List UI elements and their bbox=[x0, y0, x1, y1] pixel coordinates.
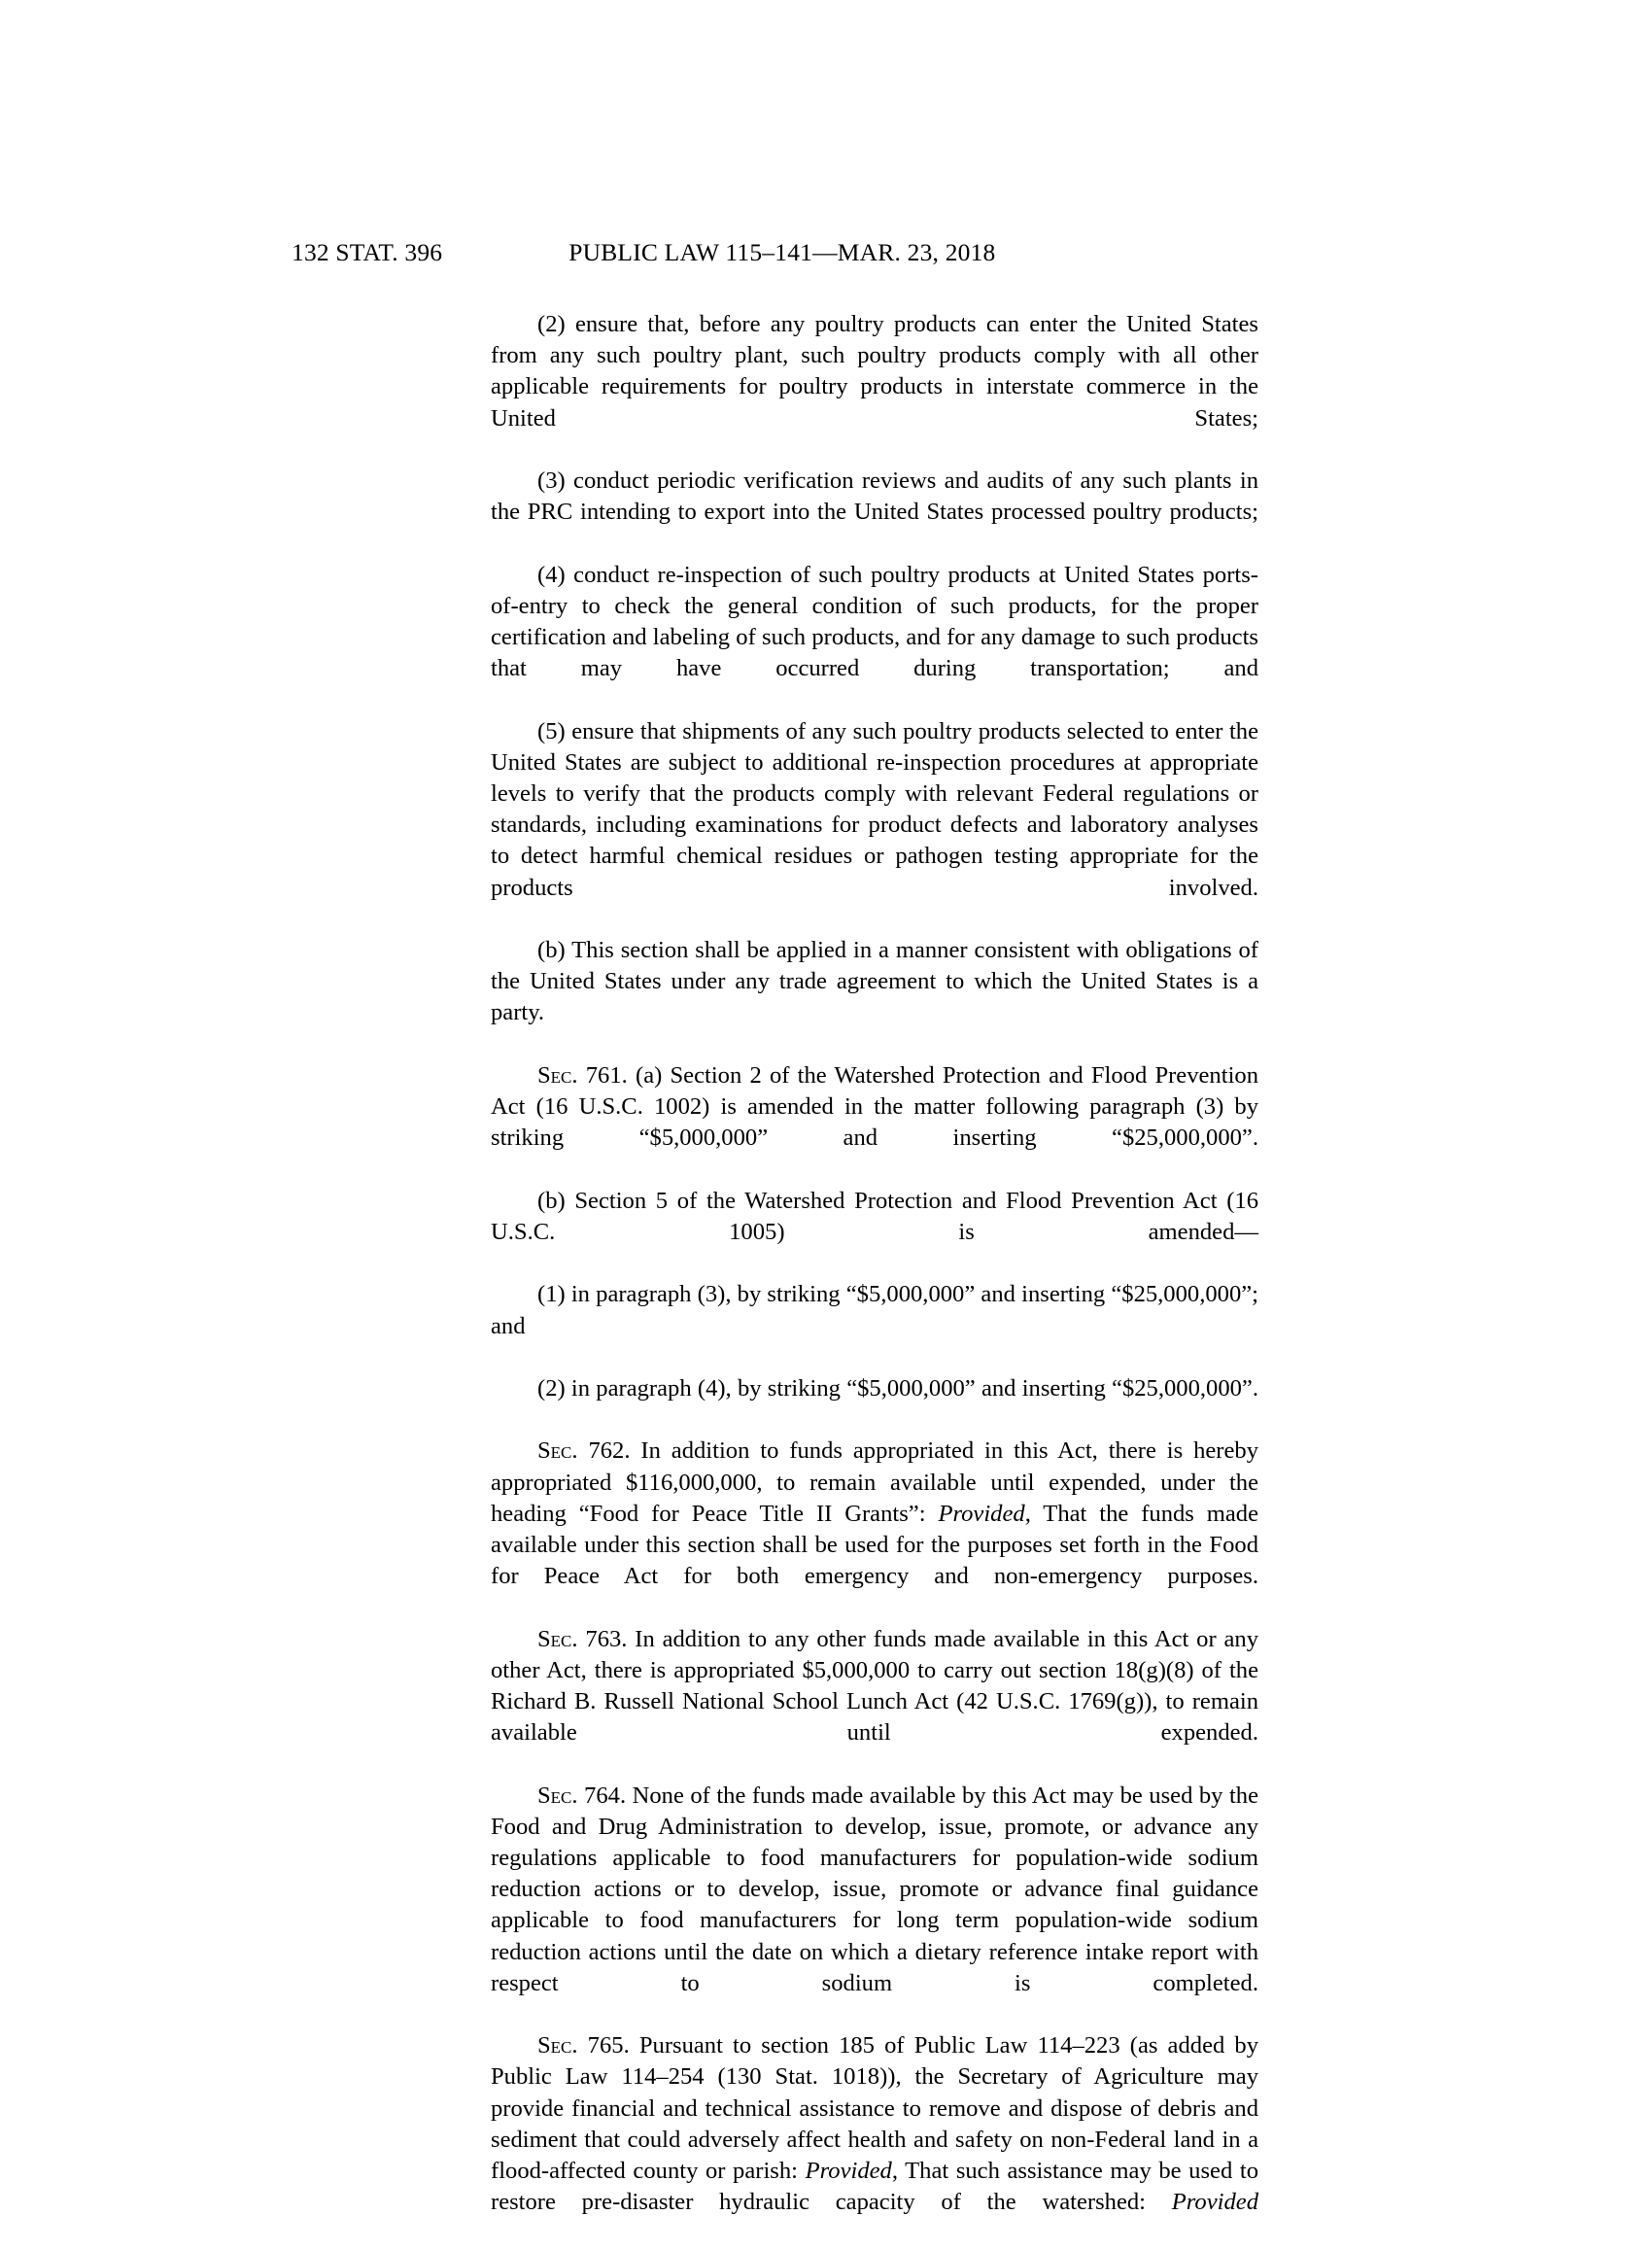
section-761-b: (b) Section 5 of the Watershed Protection and Flood Prevention Act (16 U.S.C. 1005) is amended— bbox=[491, 1187, 1258, 1245]
paragraph-4: (4) conduct re-inspection of such poultry products at United States ports-of-entry to check the general condition of such products, for the proper certification and labeling of such products, and for any damage to such products that may have occurred during transportation; and bbox=[491, 561, 1258, 682]
section-765-label: Sec. bbox=[537, 2032, 578, 2060]
provided-italic-1: Provided bbox=[938, 1500, 1025, 1527]
paragraph-2: (2) ensure that, before any poultry products can enter the United States from any such poultry plant, such poultry products comply with all other applicable requirements for poultry products in interstate commerce in the United States; bbox=[491, 311, 1258, 432]
section-763-label: Sec. bbox=[537, 1625, 578, 1652]
paragraph-b: (b) This section shall be applied in a manner consistent with obligations of the United States under any trade agreement to which the United States is a party. bbox=[491, 937, 1258, 1026]
document-body bbox=[491, 309, 1258, 2250]
section-764-label: Sec. bbox=[537, 1782, 578, 1809]
section-765: Sec. 765. Pursuant to section 185 of Public Law 114–223 (as added by Public Law 114–254 (130 Stat. 1018)), the Secretary of Agriculture may provide financial and technical assistance to remove and dispose of debris and sediment that could adversely affect health and safety on non-Federal land in a flood-affected county or parish: Provided, That such assistance may be used to restore pre-disaster hydraulic capacity of the watershed: Provided bbox=[491, 2032, 1258, 2216]
section-762-label: Sec. bbox=[537, 1437, 578, 1465]
public-law-citation: PUBLIC LAW 115–141—MAR. 23, 2018 bbox=[568, 238, 996, 266]
provided-italic-3: Provided bbox=[1171, 2189, 1258, 2216]
provided-italic-2: Provided bbox=[805, 2157, 892, 2184]
section-761: Sec. 761. (a) Section 2 of the Watershed Protection and Flood Prevention Act (16 U.S.C. 1002) is amended in the matter following paragraph (3) by striking “$5,000,000” and inserting “$25,000,000”. bbox=[491, 1061, 1258, 1152]
section-763: Sec. 763. In addition to any other funds made available in this Act or any other Act, there is appropriated $5,000,000 to carry out section 18(g)(8) of the Richard B. Russell National School Lunch Act (42 U.S.C. 1769(g)), to remain available until expended. bbox=[491, 1625, 1258, 1747]
section-761-label: Sec. bbox=[537, 1061, 578, 1089]
section-761-b-1: (1) in paragraph (3), by striking “$5,000,000” and inserting “$25,000,000”; and bbox=[491, 1281, 1258, 1339]
statute-citation: 132 STAT. 396 bbox=[292, 238, 443, 266]
section-764: Sec. 764. None of the funds made available by this Act may be used by the Food and Drug Administration to develop, issue, promote, or advance any regulations applicable to food manufacturers for population-wide sodium reduction actions or to develop, issue, promote or advance final guidance applicable to food manufacturers for long term population-wide sodium reduction actions until the date on which a dietary reference intake report with respect to sodium is completed. bbox=[491, 1782, 1258, 1996]
section-761-b-2: (2) in paragraph (4), by striking “$5,000,000” and inserting “$25,000,000”. bbox=[537, 1374, 1258, 1402]
section-762: Sec. 762. In addition to funds appropriated in this Act, there is hereby appropriated $116,000,000, to remain available until expended, under the heading “Food for Peace Title II Grants”: Provided, That the funds made available under this section shall be used for the purposes set forth in the Food for Peace Act for both emergency and non-emergency purposes. bbox=[491, 1437, 1259, 1590]
page-header bbox=[292, 238, 1360, 267]
paragraph-5: (5) ensure that shipments of any such poultry products selected to enter the United States are subject to additional re-inspection procedures at appropriate levels to verify that the products comply with relevant Federal regulations or standards, including examinations for product defects and laboratory analyses to detect harmful chemical residues or pathogen testing appropriate for the products involved. bbox=[491, 717, 1258, 901]
paragraph-3: (3) conduct periodic verification reviews and audits of any such plants in the PRC intending to export into the United States processed poultry products; bbox=[491, 467, 1258, 526]
